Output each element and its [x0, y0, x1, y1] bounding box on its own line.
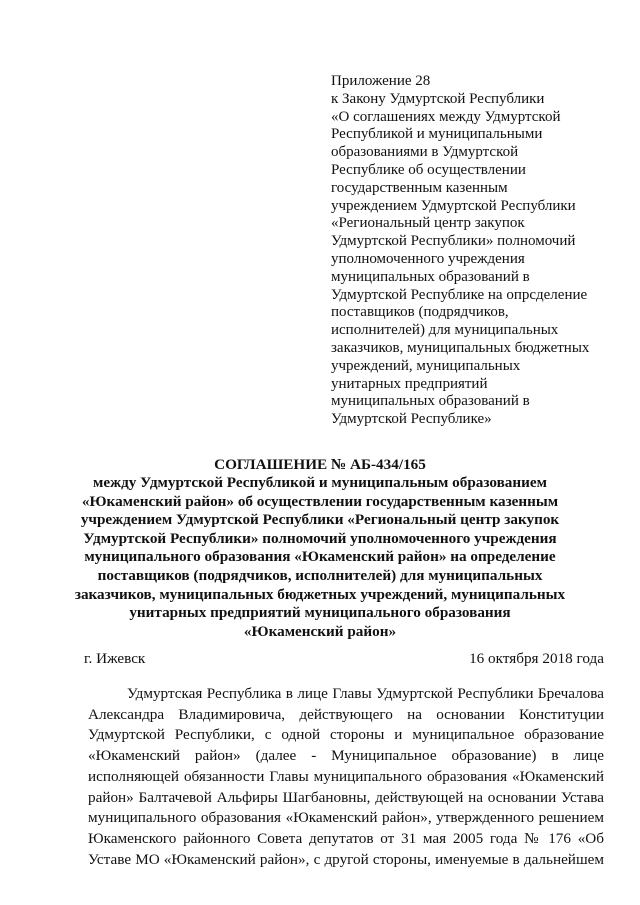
subtitle-line: заказчиков, муниципальных бюджетных учреждений, муниципальных [74, 585, 566, 603]
appendix-line: Республикой и муниципальными [331, 126, 543, 143]
subtitle-line: учреждением Удмуртской Республики «Региональный центр закупок [80, 511, 560, 529]
appendix-line: уполномоченного учреждения [331, 250, 525, 267]
subtitle-line: «Юкаменский район» [243, 622, 397, 640]
subtitle-line: поставщиков (подрядчиков, исполнителей) для муниципальных [97, 566, 543, 584]
appendix-line: унитарных предприятий [331, 375, 488, 392]
body-line: район» Балтачевой Альфиры Шагбановны, действующей на основании Устава [88, 788, 604, 806]
appendix-line: муниципальных образований в [331, 268, 530, 285]
agreement-heading [0, 456, 640, 641]
appendix-line: Удмуртской Республики» полномочий [331, 233, 576, 250]
appendix-note [331, 73, 631, 429]
appendix-line: поставщиков (подрядчиков, [331, 304, 509, 321]
appendix-line: исполнителей) для муниципальных [331, 322, 559, 339]
subtitle-line: Удмуртской Республики» полномочий уполномоченного учреждения [83, 529, 557, 547]
appendix-line: Удмуртской Республике» [331, 411, 492, 428]
appendix-line: Удмуртской Республике на опрсделение [331, 286, 588, 303]
agreement-title: СОГЛАШЕНИЕ № АБ-434/165 [214, 456, 426, 473]
appendix-line: учреждением Удмуртской Республики [331, 197, 576, 214]
body-line: Александра Владимировича, действующего на основании Конституции [88, 705, 604, 723]
appendix-line: Республике об осуществлении [331, 161, 526, 178]
date-label: 16 октября 2018 года [469, 650, 604, 667]
body-line: Юкаменского районного Совета депутатов от 31 мая 2005 года № 176 «Об [88, 829, 604, 847]
body-line: исполняющей обязанности Главы муниципального образования «Юкаменский [88, 767, 604, 785]
body-line: «Юкаменский район» (далее - Муниципальное образование) в лице [88, 747, 604, 765]
agreement-body [88, 684, 604, 870]
body-line: Удмуртская Республика в лице Главы Удмуртской Республики Бречалова [127, 685, 604, 702]
appendix-line: «О соглашениях между Удмуртской [331, 108, 561, 125]
subtitle-line: унитарных предприятий муниципального образования [129, 604, 511, 622]
subtitle-line: «Юкаменский район» об осуществлении государственным казенным [81, 492, 559, 510]
appendix-line: государственным казенным [331, 179, 508, 196]
appendix-line: учреждений, муниципальных [331, 357, 521, 374]
appendix-line: заказчиков, муниципальных бюджетных [331, 339, 590, 356]
appendix-line: образованиями в Удмуртской [331, 144, 519, 161]
subtitle-line: муниципального образования «Юкаменский район» на определение [84, 548, 556, 566]
agreement-subtitle [0, 474, 640, 641]
appendix-line: Приложение 28 [331, 73, 431, 89]
body-line: Уставе МО «Юкаменский район», с другой стороны, именуемые в дальнейшем [88, 850, 604, 868]
appendix-line: «Региональный центр закупок [331, 215, 525, 232]
subtitle-line: между Удмуртской Республикой и муниципальным образованием [93, 474, 547, 491]
body-line: муниципального образования «Юкаменский район», утвержденного решением [88, 809, 604, 827]
body-line: Удмуртской Республики, с одной стороны и муниципальное образование [88, 726, 604, 744]
appendix-line: муниципальных образований в [331, 393, 530, 410]
appendix-line: к Закону Удмуртской Республики [331, 90, 545, 107]
place-label: г. Ижевск [84, 650, 146, 667]
